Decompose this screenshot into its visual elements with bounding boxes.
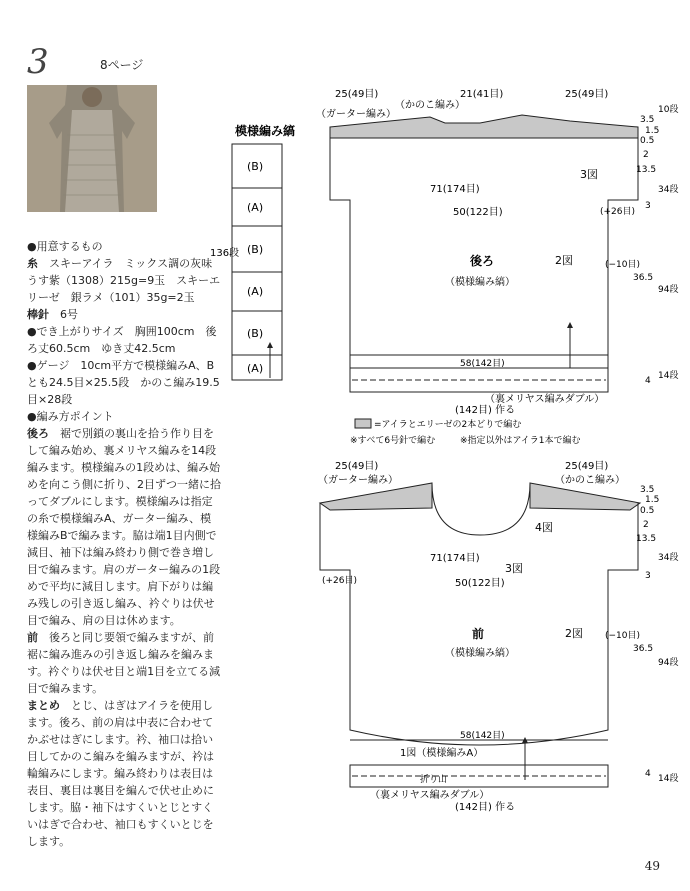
svg-text:36.5: 36.5 (633, 273, 654, 283)
front-title: 前 (472, 627, 485, 641)
back-fig2: 2図 (555, 254, 573, 267)
back-fig3: 3図 (580, 168, 598, 181)
back-garter-label: （ガーター編み） (316, 109, 396, 120)
back-width-50: 50(122目) (453, 207, 503, 218)
back-width-71: 71(174目) (430, 184, 480, 195)
stripe-column (232, 144, 282, 380)
needle-label: 棒針 (27, 308, 49, 321)
svg-text:2: 2 (643, 520, 649, 530)
yarn-label: 糸 (27, 257, 38, 270)
svg-text:94段: 94段 (658, 658, 679, 668)
stripe-title: 模様編み縞 (235, 124, 296, 138)
front-minus10: (−10目) (605, 631, 641, 641)
svg-text:36.5: 36.5 (633, 644, 654, 654)
svg-text:14段: 14段 (658, 774, 679, 784)
gauge-text: ●ゲージ 10cm平方で模様編みA、Bとも24.5目×25.5段 かのこ編み19.5目×28段 (27, 359, 220, 406)
svg-text:10段: 10段 (658, 105, 679, 115)
finish-text: とじ、はぎはアイラを使用します。後ろ、前の肩は中表に合わせてかぶせはぎにします。衿、袖口は拾い目してかのこ編みを編みますが、衿は輪編みにします。編み終わりは表目は表目、裏目は裏目を編んで伏せ止めにします。脇・袖下はすくいとじとすくいはぎで合わせ、袖口もすくいとじをします。 (27, 699, 214, 848)
svg-text:94段: 94段 (658, 285, 679, 295)
finish-label: まとめ (27, 699, 60, 712)
back-rev-stockinette: （裏メリヤス編みダブル） (485, 394, 605, 405)
svg-text:1.5: 1.5 (645, 126, 660, 136)
front-plus26: (+26目) (322, 576, 358, 586)
page-number: 49 (644, 859, 660, 873)
back-dim-right: 25(49目) (565, 89, 609, 100)
stripe-total-rows: 136段 (210, 248, 240, 259)
svg-text:0.5: 0.5 (640, 506, 655, 516)
svg-text:1.5: 1.5 (645, 495, 660, 505)
page-reference: 8ページ (100, 58, 144, 72)
back-label: 後ろ (27, 427, 49, 440)
svg-text:13.5: 13.5 (636, 165, 657, 175)
front-fold: 折り山 (420, 775, 448, 785)
back-subtitle: （模様編み縞） (445, 277, 515, 288)
stripe-block-3: (B) (247, 243, 264, 256)
svg-text:2: 2 (643, 150, 649, 160)
svg-text:3: 3 (645, 201, 651, 211)
svg-text:0.5: 0.5 (640, 136, 655, 146)
front-fig2: 2図 (565, 627, 583, 640)
front-dim-right: 25(49目) (565, 461, 609, 472)
back-minus10: (−10目) (605, 260, 641, 270)
front-subtitle: （模様編み縞） (445, 648, 515, 659)
stripe-block-2: (A) (247, 201, 264, 214)
front-width-58: 58(142目) (460, 731, 505, 741)
stripe-block-1: (B) (247, 160, 264, 173)
stripe-block-4: (A) (247, 285, 264, 298)
needle-text: 6号 (60, 308, 78, 321)
svg-text:14段: 14段 (658, 371, 679, 381)
svg-text:13.5: 13.5 (636, 534, 657, 544)
svg-text:3.5: 3.5 (640, 485, 655, 495)
svg-text:3: 3 (645, 571, 651, 581)
front-text: 後ろと同じ要領で編みますが、前裾に編み進みの引き返し編みを編みます。衿ぐりは伏せ目と端1目を立てる減目で編みます。 (27, 631, 221, 695)
svg-text:4: 4 (645, 769, 651, 779)
points-title: ●編み方ポイント (27, 410, 114, 423)
front-fig3: 3図 (505, 562, 523, 575)
front-label: 前 (27, 631, 38, 644)
svg-text:34段: 34段 (658, 553, 679, 563)
stripe-block-6: (A) (247, 362, 264, 375)
note-yarn: ※指定以外はアイラ1本で編む (460, 436, 581, 446)
front-garter-label: （ガーター編み） (318, 475, 398, 486)
svg-text:3.5: 3.5 (640, 115, 655, 125)
back-text: 裾で別鎖の裏山を拾う作り目をして編み始め、裏メリヤス編みを14段編みます。模様編みの1段めは、編み始めを向こう側に折り、2目ずつ一緒に拾ってダブルにします。模様編みは指定の糸で模様編みA、ガーター編み、模様編みBで編みます。脇は端1目内側で減目、袖下は編み終わり側で巻き増し目で編みます。肩のガーター編みの1段めで平均に減目します。肩下がりは編み残しの引き返し編み、衿ぐりは伏せ目で編み、肩の目は休めます。 (27, 427, 221, 627)
back-cast-on: (142目) 作る (455, 405, 516, 416)
legend-swatch (355, 419, 371, 428)
back-dim-center: 21(41目) (460, 89, 504, 100)
front-fig4: 4図 (535, 521, 553, 534)
size-text: ●でき上がりサイズ 胸囲100cm 後ろ丈60.5cm ゆき丈42.5cm (27, 325, 217, 355)
note-needle: ※すべて6号針で編む (350, 436, 436, 446)
front-cast-on: (142目) 作る (455, 802, 516, 813)
back-title: 後ろ (470, 254, 495, 268)
legend-text: =アイラとエリーゼの2本どりで編む (374, 420, 522, 430)
svg-text:4: 4 (645, 376, 651, 386)
front-rev-stockinette: （裏メリヤス編みダブル） (370, 790, 490, 801)
back-plus26: (+26目) (600, 207, 636, 217)
back-width-58: 58(142目) (460, 359, 505, 369)
materials-title: ●用意するもの (27, 240, 103, 253)
front-kanoko-label: （かのこ編み） (555, 475, 625, 486)
yarn-text: スキーアイラ ミックス調の灰味うす紫（1308）215g=9玉 スキーエリーゼ 銀ラメ（101）35g=2玉 (27, 257, 221, 304)
back-dim-left: 25(49目) (335, 89, 379, 100)
back-kanoko-label: （かのこ編み） (395, 100, 465, 111)
front-fig1: 1図（模様編みA） (400, 748, 484, 759)
front-dim-left: 25(49目) (335, 461, 379, 472)
stripe-block-5: (B) (247, 327, 264, 340)
front-width-71: 71(174目) (430, 553, 480, 564)
pattern-number: 3 (27, 42, 49, 82)
back-side-dims (633, 104, 678, 386)
front-width-50: 50(122目) (455, 578, 505, 589)
svg-text:34段: 34段 (658, 185, 679, 195)
